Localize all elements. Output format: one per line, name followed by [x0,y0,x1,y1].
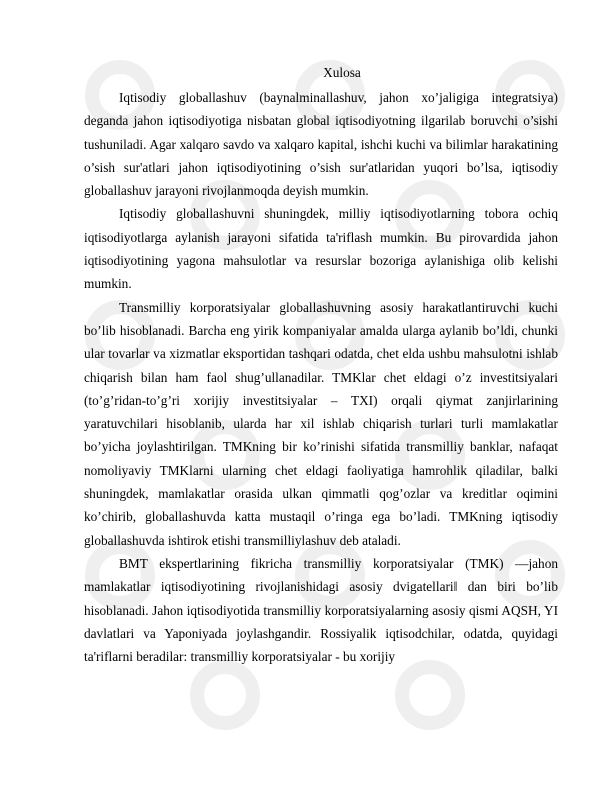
document-page [84,60,558,668]
paragraph-3: Transmilliy korporatsiyalar globallashuvning asosiy harakatlantiruvchi kuchi bo’lib hisoblanadi. Barcha eng yirik kompaniyalar amalda ularga aylanib bo’ldi, chunki ular tovarlar va xizmatlar eksportidan tashqari odatda, chet elda ushbu mahsulotni ishlab chiqarish bilan ham faol shug’ullanadilar. TMKlar chet eldagi o’z investitsiyalari (to’g’ridan-to’g’ri xorijiy investitsiyalar – TXI) orqali qiymat zanjirlarining yaratuvchilari hisoblanib, ularda har xil ishlab chiqarish turlari turli mamlakatlar bo’yicha joylashtirilgan. TMKning bir ko’rinishi sifatida transmilliy banklar, nafaqat nomoliyaviy TMKlarni ularning chet eldagi faoliyatiga hamrohlik qiladilar, balki shuningdek, mamlakatlar orasida ulkan qimmatli qog’ozlar va kreditlar oqimini ko’chirib, globallashuvda katta mustaqil o’ringa ega bo’ladi. TMKning iqtisodiy globallashuvda ishtirok etishi transmilliylashuv deb ataladi. [84,299,558,548]
paragraph-4: BMT ekspertlarining fikricha transmilliy korporatsiyalar (TMK) ―jahon mamlakatlar iqtisodiyotining rivojlanishidagi asosiy dvigatellari‖ dan biri bo’lib hisoblanadi. Jahon iqtisodiyotida transmilliy korporatsiyalarning asosiy qismi AQSH, YI davlatlari va Yaponiyada joylashgandir. Rossiyalik iqtisodchilar, odatda, quyidagi ta'riflarni beradilar: transmilliy korporatsiyalar - bu xorijiy [84,555,558,665]
paragraph-1: Iqtisodiy globallashuv (baynalminallashuv, jahon xo’jaligiga integratsiya) deganda jahon iqtisodiyotiga nisbatan global iqtisodiyotning ilgarilab boruvchi o’sishi tushuniladi. Agar xalqaro savdo va xalqaro kapital, ishchi kuchi va bilimlar harakatining o’sish sur'atlari jahon iqtisodiyotining o’sish sur'atlaridan yuqori bo’lsa, iqtisodiy globallashuv jarayoni rivojlanmoqda deyish mumkin. [84,90,558,199]
document-title: Xulosa [323,65,361,80]
paragraph-2: Iqtisodiy globallashuvni shuningdek, milliy iqtisodiyotlarning tobora ochiq iqtisodiyotlarga aylanish jarayoni sifatida ta'riflash mumkin. Bu pirovardida jahon iqtisodiyotining yagona mahsulotlar va resurslar bozoriga aylanishiga olib kelishi mumkin. [84,206,558,292]
